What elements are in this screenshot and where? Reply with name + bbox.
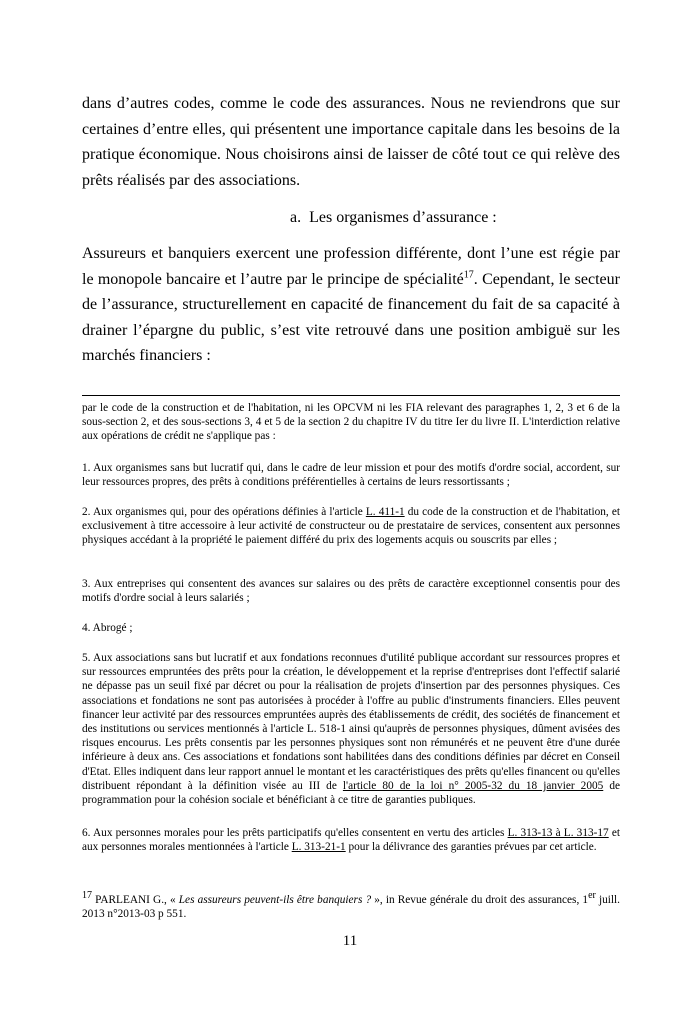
footnote-17-ordinal: er — [588, 890, 596, 902]
item-5-text-start: 5. Aux associations sans but lucratif et aux fondations reconnues d'utilité publique accordant sur ressources propres et sur ressources empruntées des prêts pour la création, le développement et la reprise d'entreprises dont l'effectif salarié ne dépasse pas un seuil fixé par décret ou pour la réalisation de projets d'insertion par des personnes physiques. Ces associations et fondations ne sont pas autorisées à procéder à l'offre au public d'instruments financiers. Elles peuvent financer leur activité par des ressources empruntées auprès des établissements de crédit, des sociétés de financement et des institutions ou services mentionnés à l'article L. 518-1 ainsi qu'auprès de personnes physiques, dûment avisées des risques encourus. Les prêts consentis par les personnes physiques sont non rémunérés et ne peuvent être d'une durée inférieure à deux ans. Ces associations et fondations sont habilitées dans des conditions définies par décret en Conseil d'Etat. Elles indiquent dans leur rapport annuel le montant et les caractéristiques des prêts qu'elles financent ou qu'elles distribuent répondant à la définition visée au III de — [82, 652, 620, 792]
footnote-17-number: 17 — [82, 890, 92, 902]
paragraph-2-text-start: Assureurs et banquiers exercent une profession différente, dont l’une est régie par le monopole bancaire et l’autre par le principe de spécialité — [82, 245, 620, 288]
item-2-text-start: 2. Aux organismes qui, pour des opérations définies à l'article — [82, 506, 366, 518]
page-number: 11 — [342, 933, 358, 949]
link-article-l-313-21-1[interactable]: L. 313-21-1 — [291, 841, 346, 854]
link-article-l-411-1[interactable]: L. 411-1 — [365, 506, 405, 518]
footnote-item-4: 4. Abrogé ; — [82, 622, 133, 634]
item-6-text-start: 6. Aux personnes morales pour les prêts participatifs qu'elles consentent en vertu des articles — [82, 827, 508, 839]
footnote-17-text-start: PARLEANI G., « — [92, 894, 179, 906]
item-5-text-end: de programmation pour la cohésion sociale et bénéficiant à ce titre de garanties publiques. — [82, 779, 620, 807]
item-2-text-end: du code de la construction et de l'habitation, et exclusivement à titre accessoire à leur activité de constructeur ou de prestataire de services, consentent aux personnes physiques accédant à la propriété le paiement différé du prix des logements acquis ou souscrits par elles ; — [82, 506, 620, 547]
footnote-item-2 — [82, 505, 620, 548]
footnote-ref-17[interactable]: 17 — [463, 269, 474, 281]
body-paragraph-2 — [82, 241, 620, 369]
link-article-80-loi-2005-32[interactable]: l'article 80 de la loi n° 2005-32 du 18 janvier 2005 — [342, 779, 604, 792]
footnote-item-1: 1. Aux organismes sans but lucratif qui, dans le cadre de leur mission et pour des motifs d'ordre social, accordent, sur leur ressources propres, des prêts à conditions préférentielles à certains de leurs ressortissants ; — [82, 462, 620, 489]
footnote-item-5 — [82, 651, 620, 807]
footnote-17-text-end: juill. 2013 n°2013-03 p 551. — [82, 894, 620, 921]
section-heading-a: a. Les organismes d’assurance : — [290, 209, 497, 226]
item-6-text-middle: et aux personnes morales mentionnées à l'article — [82, 827, 621, 854]
paragraph-2-text-end: . Cependant, le secteur de l’assurance, structurellement en capacité de financement du fait de sa capacité à drainer l’épargne du public, s’est vite retrouvé dans une position ambiguë sur les marchés financiers : — [82, 270, 620, 364]
footnote-separator — [82, 395, 620, 396]
footnote-17-text-middle: », in Revue générale du droit des assurances, 1 — [371, 894, 589, 906]
body-paragraph-1: dans d’autres codes, comme le code des assurances. Nous ne reviendrons que sur certaines d’entre elles, qui présentent une importance capitale dans les besoins de la pratique économique. Nous choisirons ainsi de laisser de côté tout ce qui relève des prêts réalisés par des associations. — [82, 95, 620, 189]
footnote-continuation-intro: par le code de la construction et de l'habitation, ni les OPCVM ni les FIA relevant des paragraphes 1, 2, 3 et 6 de la sous-section 2, et des sous-sections 3, 4 et 5 de la section 2 du chapitre IV du titre Ier du livre II. L'interdiction relative aux opérations de crédit ne s'applique pas : — [82, 402, 620, 443]
link-articles-l-313-13-a-l-313-17[interactable]: L. 313-13 à L. 313-17 — [507, 827, 609, 839]
footnote-item-6 — [82, 826, 620, 854]
footnote-item-3: 3. Aux entreprises qui consentent des avances sur salaires ou des prêts de caractère exceptionnel consentis pour des motifs d'ordre social à leurs salariés ; — [82, 578, 620, 605]
footnote-17-article-title: Les assureurs peuvent-ils être banquiers ? — [178, 894, 372, 906]
footnote-17 — [82, 890, 620, 921]
item-6-text-end: pour la délivrance des garanties prévues par cet article. — [345, 841, 597, 854]
